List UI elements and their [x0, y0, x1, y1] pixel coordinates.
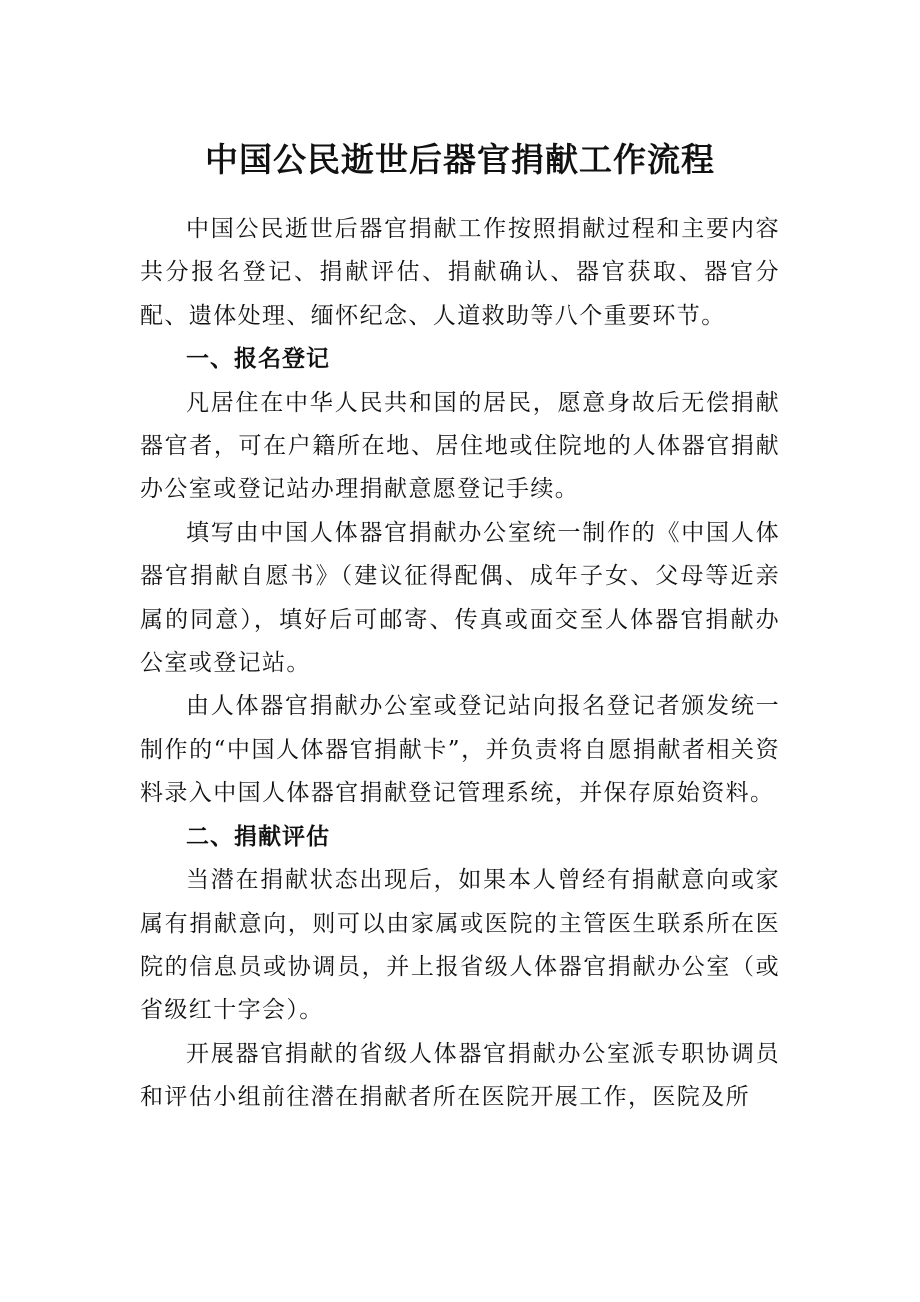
paragraph: 凡居住在中华人民共和国的居民，愿意身故后无偿捐献器官者，可在户籍所在地、居住地或住院地的人体器官捐献办公室或登记站办理捐献意愿登记手续。: [140, 389, 780, 503]
paragraph: 当潜在捐献状态出现后，如果本人曾经有捐献意向或家属有捐献意向，则可以由家属或医院的主管医生联系所在医院的信息员或协调员，并上报省级人体器官捐献办公室（或省级红十字会）。: [140, 867, 780, 1024]
document-body: [140, 208, 780, 1120]
paragraph: 开展器官捐献的省级人体器官捐献办公室派专职协调员和评估小组前往潜在捐献者所在医院开展工作，医院及所: [140, 1040, 780, 1111]
intro-paragraph: 中国公民逝世后器官捐献工作按照捐献过程和主要内容共分报名登记、捐献评估、捐献确认、器官获取、器官分配、遗体处理、缅怀纪念、人道救助等八个重要环节。: [140, 216, 780, 329]
document-title: 中国公民逝世后器官捐献工作流程: [205, 140, 715, 179]
paragraph: 由人体器官捐献办公室或登记站向报名登记者颁发统一制作的“中国人体器官捐献卡”，并负责将自愿捐献者相关资料录入中国人体器官捐献登记管理系统，并保存原始资料。: [140, 693, 780, 807]
section-heading: 二、捐献评估: [186, 823, 330, 850]
section-heading: 一、报名登记: [186, 346, 330, 373]
section-registration: [140, 338, 780, 815]
section-evaluation: [140, 816, 780, 1120]
paragraph: 填写由中国人体器官捐献办公室统一制作的《中国人体器官捐献自愿书》（建议征得配偶、成年子女、父母等近亲属的同意），填好后可邮寄、传真或面交至人体器官捐献办公室或登记站。: [140, 519, 780, 677]
